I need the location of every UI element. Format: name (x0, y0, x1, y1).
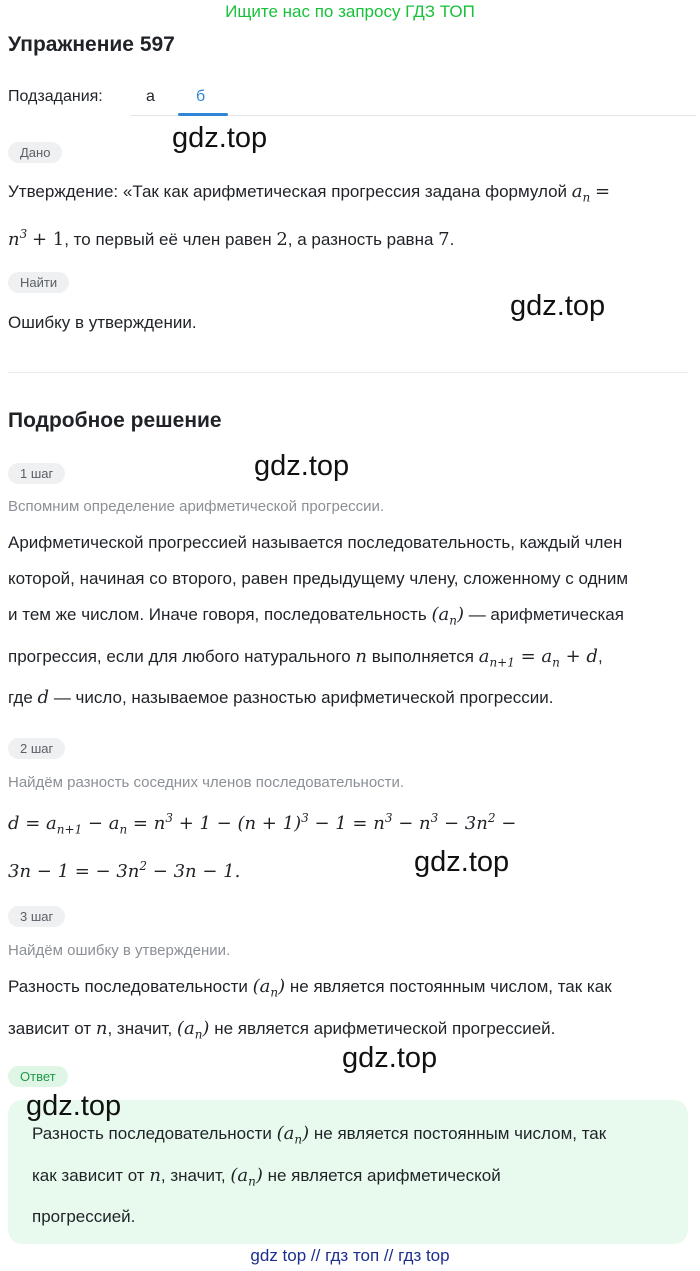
step1-line5: где (8, 688, 33, 708)
active-tab-indicator (178, 113, 228, 116)
watermark: gdz.top (342, 1042, 438, 1074)
step3-line2-mid: , значит, (107, 1018, 173, 1038)
seq-an: $(a_n)$ (431, 604, 464, 628)
given-end: . (449, 229, 455, 249)
step3-text: Разность последовательности $(a_n)$ не является постоянным числом, так как зависит от n, значит, $(a_n)$ не является арифметической прогрессией. (8, 976, 612, 1042)
formula-an: $a_n$ (571, 181, 591, 205)
watermark: gdz.top (172, 122, 268, 154)
recurrence-formula: $a_{n+1} = a_n + d$ (478, 645, 598, 670)
step1-line4-mid: выполняется (371, 646, 474, 666)
watermark: gdz.top (254, 450, 350, 482)
find-badge: Найти (8, 272, 69, 293)
promo-banner: Ищите нас по запросу ГДЗ ТОП (225, 2, 475, 21)
step3-line1: Разность последовательности (8, 977, 248, 996)
watermark: gdz.top (510, 290, 606, 322)
answer-line3: прогрессией. (32, 1207, 136, 1227)
given-prefix: Утверждение: «Так как арифметическая прогрессия задана формулой (8, 182, 568, 201)
solution-title: Подробное решение (8, 409, 222, 432)
step3-line1-end: не является постоянным числом, так как (289, 977, 612, 996)
section-divider (8, 372, 688, 373)
given-middle: , то первый её член равен (64, 229, 272, 249)
answer-line2: как зависит от (32, 1165, 145, 1185)
find-text: Ошибку в утверждении. (8, 313, 197, 332)
step3-badge: 3 шаг (8, 906, 65, 927)
subtask-tab-a[interactable]: а (146, 88, 155, 105)
step3-line2: зависит от (8, 1018, 92, 1038)
answer-badge: Ответ (8, 1066, 68, 1087)
step3-hint: Найдём ошибку в утверждении. (8, 942, 231, 959)
footer-links: gdz top // гдз топ // гдз top (250, 1246, 450, 1265)
step1-line3-end: — арифметическая (468, 605, 624, 624)
step2-hint: Найдём разность соседних членов последовательности. (8, 774, 405, 791)
given-after-first: , а разность равна (287, 229, 434, 249)
given-statement: Утверждение: «Так как арифметическая прогрессия задана формулой $a_n$ = $n^3 + 1$, то первый её член равен 2, а разность равна 7. (8, 181, 611, 250)
formula-n3: $n^3$ (8, 226, 28, 250)
step1-line5-end: — число, называемое разностью арифметической прогрессии. (53, 688, 554, 708)
step1-line3: и тем же числом. Иначе говоря, последовательность (8, 605, 427, 624)
step1-line4: прогрессия, если для любого натурального (8, 646, 351, 666)
subtasks-bar (8, 80, 688, 116)
step1-line1: Арифметической прогрессией называется последовательность, каждый член (8, 533, 623, 552)
step1-line2: которой, начиная со второго, равен предыдущему члену, сложенному с одним (8, 569, 629, 588)
watermark: gdz.top (26, 1090, 122, 1122)
given-first-term: 2 (276, 228, 288, 250)
step1-text: Арифметической прогрессией называется последовательность, каждый член которой, начиная со второго, равен предыдущему члену, сложенному с одним и тем же числом. Иначе говоря, последовательность $(a_n)$ — арифметическая прогрессия, если для любого натурального n выполняется $a_{n+1} = a_n + d$, где d — число, называемое разностью арифметической прогрессии. (8, 533, 629, 709)
answer-line2-end: не является арифметической (267, 1165, 501, 1185)
given-difference: 7 (438, 228, 450, 250)
subtask-tab-b[interactable]: б (196, 88, 206, 105)
watermark: gdz.top (414, 846, 510, 878)
step1-badge: 1 шаг (8, 463, 65, 484)
subtasks-label: Подзадания: (8, 88, 103, 105)
step2-formula: $d = a_{n+1} - a_n = n^3 + 1 - (n + 1)^3 - 1 = n^3 - n^3 - 3n^2$ − 3n − 1 = − $3n^2 - 3n - 1$. (8, 811, 517, 882)
step2-badge: 2 шаг (8, 738, 65, 759)
given-badge: Дано (8, 142, 62, 163)
answer-line1-end: не является постоянным числом, так (313, 1124, 607, 1143)
answer-line1: Разность последовательности (32, 1124, 272, 1143)
var-n: n (355, 645, 367, 667)
answer-line2-mid: , значит, (160, 1165, 226, 1185)
page-title: Упражнение 597 (8, 33, 175, 56)
step3-line2-end: не является арифметической прогрессией. (214, 1018, 556, 1038)
var-d: d (37, 687, 50, 709)
answer-text: Разность последовательности $(a_n)$ не является постоянным числом, так как зависит от n, значит, $(a_n)$ не является арифметической прогрессией. (32, 1123, 607, 1227)
step1-hint: Вспомним определение арифметической прогрессии. (8, 498, 385, 515)
